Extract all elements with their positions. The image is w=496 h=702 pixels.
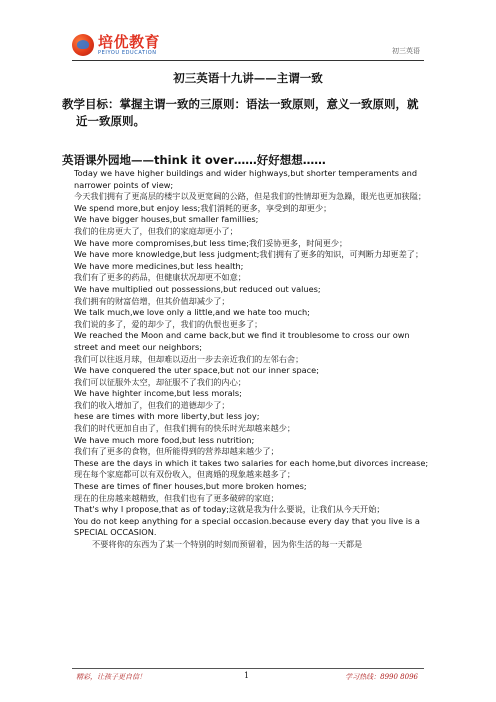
- passage-line: 今天我们拥有了更高层的楼宇以及更宽阔的公路，但是我们的性情却更为急躁，眼光也更加狭隘；: [74, 191, 427, 202]
- footer-hotline: 学习热线：8990 8096: [345, 673, 418, 681]
- passage-line: We spend more,but enjoy less;我们消耗的更多，享受到的却更少；: [74, 202, 332, 213]
- passage-line: hese are times with more liberty,but less joy;: [74, 411, 260, 422]
- logo-emblem-icon: [72, 34, 94, 56]
- passage-line: We have more medicines,but less health;: [74, 260, 244, 271]
- passage-line: 我们拥有的财富倍增，但其价值却减少了；: [74, 295, 230, 306]
- passage-line: That's why I propose,that as of today;这就是我为什么要说，让我们从今天开始；: [74, 504, 385, 515]
- passage-line: 我们有了更多的食物，但所能得到的营养却越来越少了；: [74, 446, 279, 457]
- passage-line: These are times of finer houses,but more broken homes;: [74, 481, 307, 492]
- passage-line: We have conquered the uter space,but not our inner space;: [74, 365, 319, 376]
- passage-line: 我们有了更多的药品，但健康状况却更不如意；: [74, 272, 246, 283]
- reading-passage: [74, 168, 430, 551]
- objective-line: 教学目标：掌握主谓一致的三原则：语法一致原则，意义一致原则，就: [62, 97, 419, 111]
- passage-line: 我们说的多了，爱的却少了，我们的仇恨也更多了；: [74, 318, 263, 329]
- page-number: 1: [244, 671, 250, 680]
- passage-line: 我们的住房更大了，但我们的家庭却更小了；: [74, 225, 238, 236]
- objective-line: 近一致原则。: [76, 114, 145, 128]
- passage-line: 不要将你的东西为了某一个特别的时刻而预留着，因为你生活的每一天都是: [92, 539, 363, 549]
- passage-line: We talk much,we love only a little,and we hate too much;: [74, 307, 310, 318]
- section-heading-part: think it over……好好想想……: [154, 153, 326, 167]
- passage-line: You do not keep anything for a special occasion.because every day that you live is a SPECIAL OCCASION.: [74, 515, 420, 538]
- passage-line: We have more compromises,but less time;我们妥协更多，时间更少；: [74, 237, 348, 248]
- teaching-objective: [62, 96, 434, 130]
- passage-line: We have more knowledge,but less judgment;我们拥有了更多的知识，可判断力却更差了；: [74, 249, 424, 260]
- passage-line: 现在的住房越来越精致，但我们也有了更多破碎的家庭；: [74, 492, 279, 503]
- page-title: 初三英语十九讲——主谓一致: [173, 71, 323, 85]
- passage-line: We reached the Moon and came back,but we find it troublesome to cross our own street and meet our neighbors;: [74, 330, 410, 352]
- section-heading-part: 英语课外园地——: [62, 153, 154, 167]
- passage-line: We have highter income,but less morals;: [74, 388, 242, 399]
- logo-english-text: PEIYOU EDUCATION: [98, 49, 157, 56]
- passage-line: We have much more food,but less nutrition;: [74, 434, 255, 445]
- brand-logo: [72, 34, 160, 56]
- passage-line: These are the days in which it takes two salaries for each home,but divorces increase;: [74, 457, 429, 468]
- passage-line: 我们可以征服外太空，却征服不了我们的内心；: [74, 376, 246, 387]
- header-divider: [72, 60, 424, 61]
- logo-chinese-text: 培优教育: [98, 32, 161, 51]
- passage-line: We have multiplied out possessions,but reduced out values;: [74, 283, 321, 294]
- footer-slogan: 精彩，让孩子更自信！: [76, 673, 146, 681]
- passage-line: 我们的收入增加了，但我们的道德却少了；: [74, 399, 230, 410]
- passage-line: 我们可以往返月球，但却难以迈出一步去亲近我们的左邻右舍；: [74, 353, 304, 364]
- header-subject: 初三英语: [392, 47, 420, 55]
- passage-line: Today we have higher buildings and wider highways,but shorter temperaments and narrower points of view;: [74, 168, 418, 190]
- passage-line: 我们的时代更加自由了，但我们拥有的快乐时光却越来越少；: [74, 423, 296, 434]
- section-heading: [62, 152, 326, 168]
- passage-line: 现在每个家庭都可以有双份收入，但离婚的现象越来越多了；: [74, 469, 296, 480]
- passage-line: We have bigger houses,but smaller famillies;: [74, 214, 259, 225]
- footer-divider: [72, 668, 424, 669]
